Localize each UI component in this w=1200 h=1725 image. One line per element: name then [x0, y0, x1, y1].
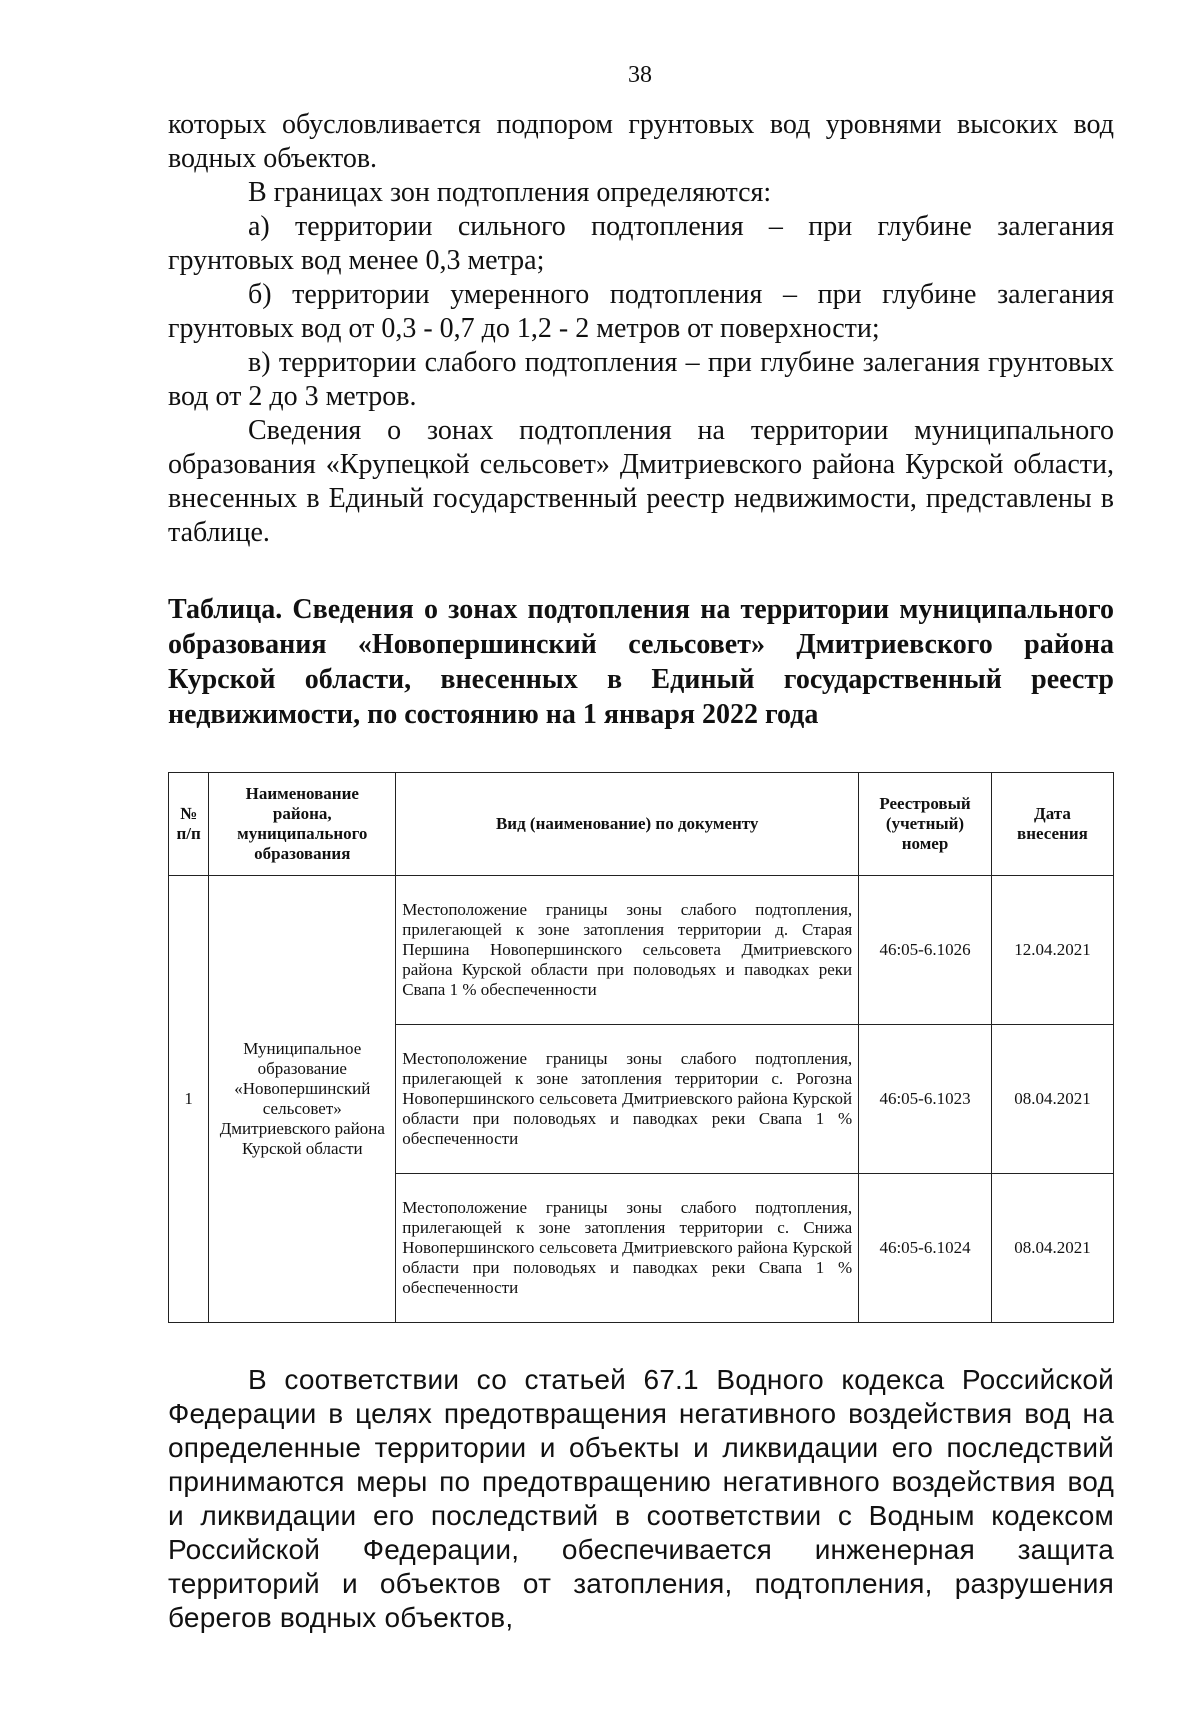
paragraph-registry-info: Сведения о зонах подтопления на территории муниципального образования «Крупецкой сельсовет» Дмитриевского района Курской области, внесенных в Единый государственный реестр недвижимости, представлены в таблице.: [168, 415, 1114, 548]
flood-zones-table: [168, 772, 1114, 1323]
header-entry-date: Дата внесения: [991, 773, 1113, 876]
entry-date-cell: 08.04.2021: [991, 1025, 1113, 1174]
registry-number-cell: 46:05-6.1023: [859, 1025, 992, 1174]
table-row: [169, 876, 1114, 1025]
document-kind-cell: Местоположение границы зоны слабого подтопления, прилегающей к зоне затопления территории с. Рогозна Новопершинского сельсовета Дмитриевского района Курской области при половодьях и паводках реки Свапа 1 % обеспеченности: [396, 1025, 859, 1174]
page-number: 38: [628, 62, 652, 88]
municipality-name-cell: Муниципальное образование «Новопершинский сельсовет» Дмитриевского района Курской области: [209, 876, 396, 1323]
row-number-cell: 1: [169, 876, 209, 1323]
registry-number-cell: 46:05-6.1026: [859, 876, 992, 1025]
paragraph-strong-flooding: а) территории сильного подтопления – при глубине залегания грунтовых вод менее 0,3 метра;: [168, 211, 1114, 276]
header-document-kind: Вид (наименование) по документу: [396, 773, 859, 876]
paragraph-continuation: которых обусловливается подпором грунтовых вод уровнями высоких вод водных объектов.: [168, 109, 1114, 174]
paragraph-moderate-flooding: б) территории умеренного подтопления – при глубине залегания грунтовых вод от 0,3 - 0,7 до 1,2 - 2 метров от поверхности;: [168, 279, 1114, 344]
table-caption: Таблица. Сведения о зонах подтопления на территории муниципального образования «Новопершинский сельсовет» Дмитриевского района Курской области, внесенных в Единый государственный реестр недвижимости, по состоянию на 1 января 2022 года: [168, 594, 1114, 730]
paragraph-weak-flooding: в) территории слабого подтопления – при глубине залегания грунтовых вод от 2 до 3 метров.: [168, 347, 1114, 412]
document-kind-cell: Местоположение границы зоны слабого подтопления, прилегающей к зоне затопления территории с. Снижа Новопершинского сельсовета Дмитриевского района Курской области при половодьях и паводках реки Свапа 1 % обеспеченности: [396, 1174, 859, 1323]
header-number: № п/п: [169, 773, 209, 876]
header-registry-number: Реестровый (учетный) номер: [859, 773, 992, 876]
table-header-row: [169, 773, 1114, 876]
paragraph-zones-intro: В границах зон подтопления определяются:: [248, 177, 772, 208]
paragraph-water-code: В соответствии со статьей 67.1 Водного кодекса Российской Федерации в целях предотвращения негативного воздействия вод на определенные территории и объекты и ликвидации его последствий принимаются меры по предотвращению негативного воздействия вод и ликвидации его последствий в соответствии с Водным кодексом Российской Федерации, обеспечивается инженерная защита территорий и объектов от затопления, подтопления, разрушения берегов водных объектов,: [168, 1364, 1114, 1633]
entry-date-cell: 12.04.2021: [991, 876, 1113, 1025]
entry-date-cell: 08.04.2021: [991, 1174, 1113, 1323]
document-body: [168, 108, 1114, 1663]
document-kind-cell: Местоположение границы зоны слабого подтопления, прилегающей к зоне затопления территории д. Старая Першина Новопершинского сельсовета Дмитриевского района Курской области при половодьях и паводках реки Свапа 1 % обеспеченности: [396, 876, 859, 1025]
header-district-name: Наименование района, муниципального образования: [209, 773, 396, 876]
registry-number-cell: 46:05-6.1024: [859, 1174, 992, 1323]
